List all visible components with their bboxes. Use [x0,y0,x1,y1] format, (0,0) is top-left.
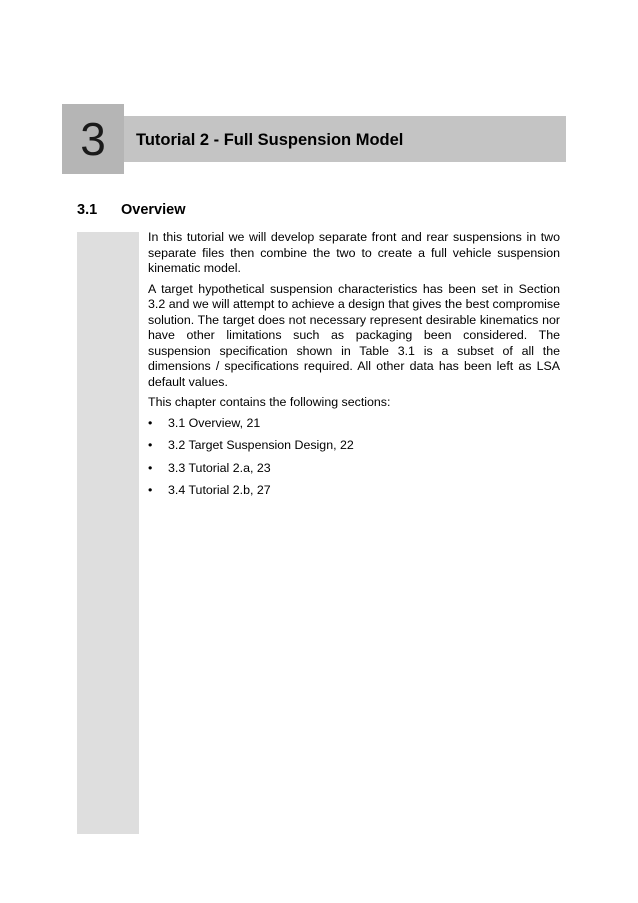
section-title: Overview [121,202,186,218]
list-item [148,416,560,432]
bullet-icon: • [148,415,153,430]
list-item-text: 3.3 Tutorial 2.a, 23 [168,460,271,475]
section-number: 3.1 [77,202,98,218]
bullet-icon: • [148,483,153,497]
body-paragraph: A target hypothetical suspension characteristics has been set in Section 3.2 and we will attempt to achieve a design that gives the best compromise solution. The target does not necessary represent desirable kinematics nor have other limitations such as packaging been considered. The suspension specification shown in Table 3.1 is a subset of all the dimensions / specifications required. All other data has been left as LSA default values. [148,281,560,389]
chapter-number: 3 [62,104,124,174]
list-item [148,483,560,499]
list-item [148,438,560,454]
body-paragraph: This chapter contains the following sections: [148,395,391,409]
list-item-text: 3.4 Tutorial 2.b, 27 [168,483,271,497]
bullet-icon: • [148,438,153,452]
list-item [148,461,560,477]
list-item-text: 3.2 Target Suspension Design, 22 [168,438,354,452]
bullet-icon: • [148,460,153,475]
chapter-title: Tutorial 2 - Full Suspension Model [136,131,404,149]
section-body [148,230,560,506]
list-item-text: 3.1 Overview, 21 [168,415,261,430]
body-paragraph: In this tutorial we will develop separate front and rear suspensions in two separate files then combine the two to create a full vehicle suspension kinematic model. [148,230,560,275]
section-contents-list [148,416,560,499]
margin-sidebar-bar [77,232,139,834]
